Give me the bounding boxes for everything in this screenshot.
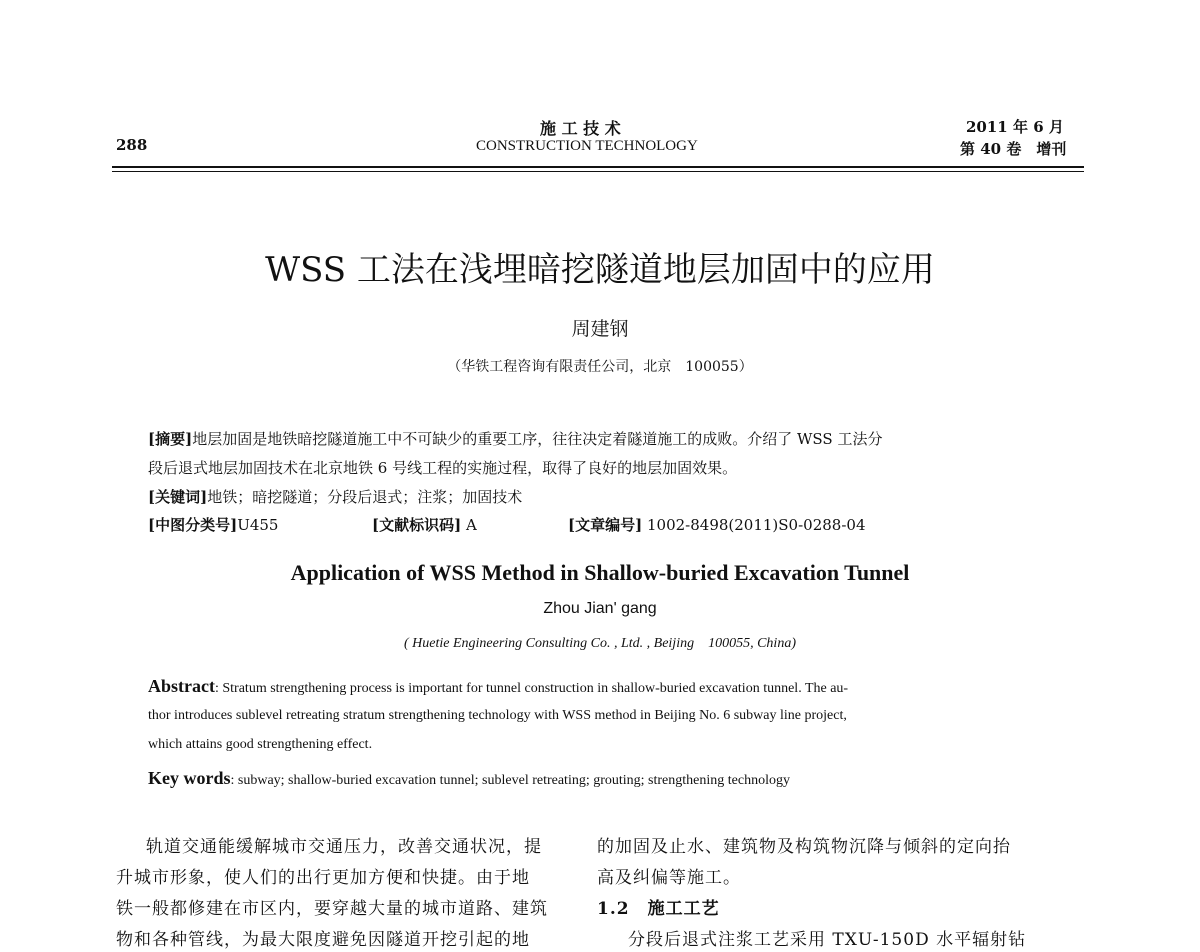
journal-title-en: CONSTRUCTION TECHNOLOGY — [476, 138, 698, 154]
issue-date: 2011 年 6 月 — [966, 118, 1064, 136]
author-cn: 周建钢 — [571, 318, 629, 340]
article-no-value: 1002-8498(2011)S0-0288-04 — [646, 516, 866, 534]
body-right-line: 的加固及止水、建筑物及构筑物沉降与倾斜的定向抬 — [597, 837, 1011, 857]
body-left-line: 物和各种管线，为最大限度避免因隧道开挖引起的地 — [116, 930, 530, 950]
clc-value: U455 — [237, 516, 279, 534]
title-cn: WSS 工法在浅埋暗挖隧道地层加固中的应用 — [265, 250, 935, 290]
journal-title-cn: 施 工 技 术 — [540, 119, 621, 138]
body-left-line: 升城市形象，使人们的出行更加方便和快捷。由于地 — [116, 868, 530, 888]
affiliation-cn: （华铁工程咨询有限责任公司，北京 100055） — [447, 359, 753, 375]
keywords-cn-label: [关键词] — [148, 488, 208, 506]
body-right-line: 高及纠偏等施工。 — [597, 868, 741, 888]
author-en: Zhou Jian' gang — [543, 600, 657, 617]
page-number: 288 — [116, 136, 148, 154]
doc-code-value: A — [465, 516, 477, 534]
body-left-line: 轨道交通能缓解城市交通压力，改善交通状况，提 — [146, 837, 542, 857]
abstract-en-label: Abstract — [148, 676, 215, 696]
keywords-en: : subway; shallow-buried excavation tunnel; sublevel retreating; grouting; strengthening technology — [230, 773, 790, 788]
title-en: Application of WSS Method in Shallow-buried Excavation Tunnel — [290, 560, 910, 585]
abstract-cn-line: 段后退式地层加固技术在北京地铁 6 号线工程的实施过程，取得了良好的地层加固效果。 — [148, 459, 738, 477]
abstract-cn-line: 地层加固是地铁暗挖隧道施工中不可缺少的重要工序，往往决定着隧道施工的成败。介绍了 WSS 工法分 — [192, 430, 883, 448]
doc-code-label: [文献标识码] — [372, 516, 462, 534]
keywords-en-label: Key words — [148, 768, 231, 788]
clc-label: [中图分类号] — [148, 516, 238, 534]
header-rule-thin — [112, 171, 1084, 172]
body-right-line: 分段后退式注浆工艺采用 TXU-150D 水平辐射钻 — [628, 930, 1027, 950]
keywords-cn: 地铁；暗挖隧道；分段后退式；注浆；加固技术 — [207, 488, 523, 506]
affiliation-en: ( Huetie Engineering Consulting Co. , Ltd. , Beijing 100055, China) — [404, 636, 796, 651]
header-rule — [112, 166, 1084, 168]
section-heading: 1.2 施工工艺 — [597, 899, 720, 919]
article-no-label: [文章编号] — [568, 516, 643, 534]
abstract-en-line: thor introduces sublevel retreating stratum strengthening technology with WSS method in Beijing No. 6 subway line project, — [148, 708, 847, 723]
abstract-cn-label: [摘要] — [148, 430, 193, 448]
abstract-en-line: : Stratum strengthening process is important for tunnel construction in shallow-buried excavation tunnel. The au- — [214, 681, 849, 696]
body-left-line: 铁一般都修建在市区内，要穿越大量的城市道路、建筑 — [116, 899, 548, 919]
volume: 第 40 卷 增刊 — [960, 140, 1067, 158]
abstract-en-line: which attains good strengthening effect. — [148, 737, 373, 752]
